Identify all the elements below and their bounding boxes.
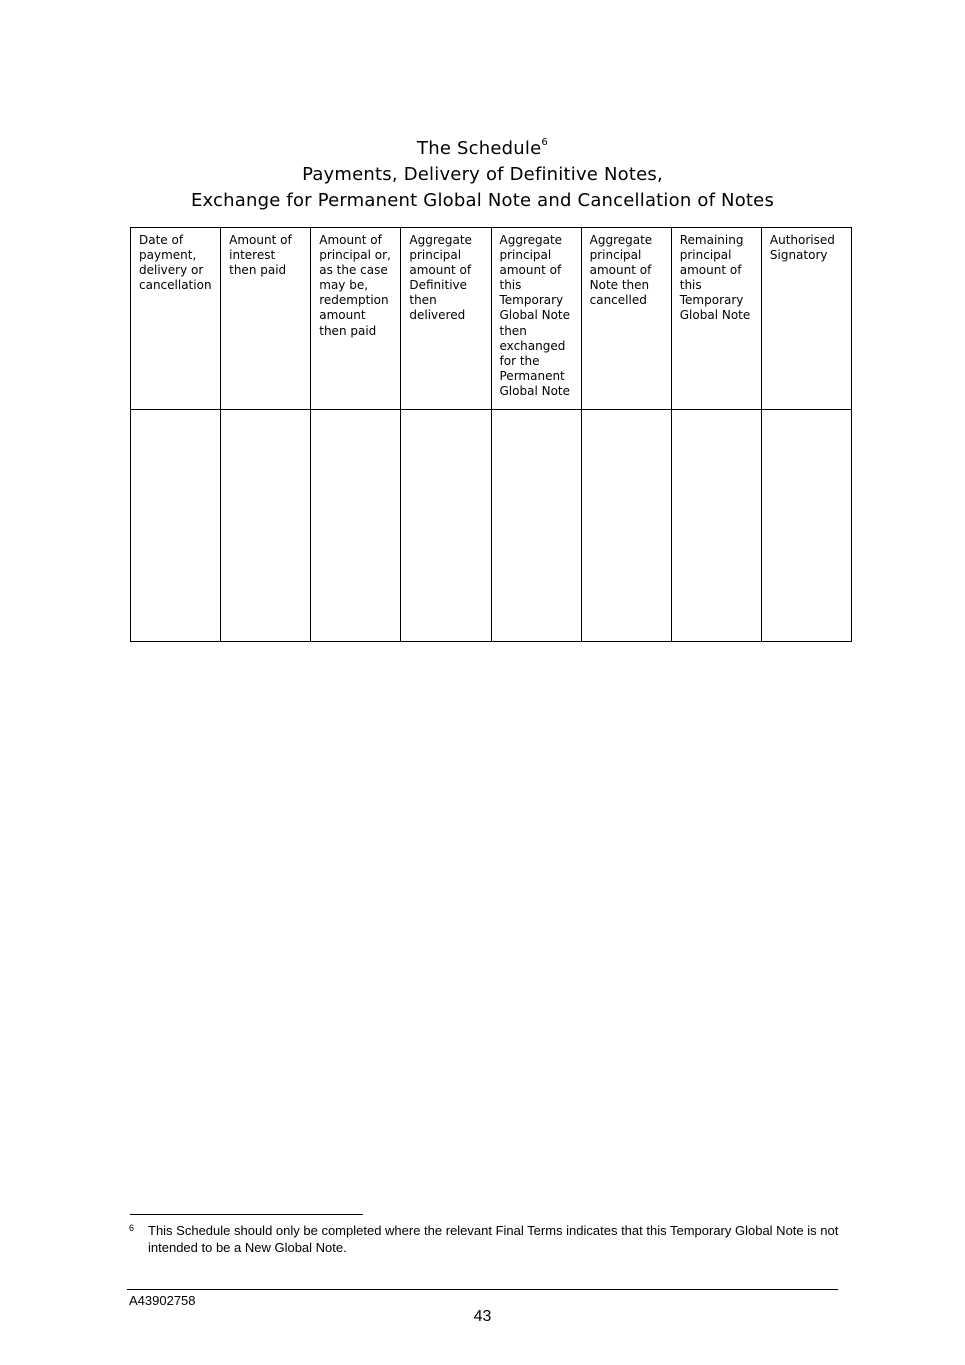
header-interest: Amount of interest then paid (221, 228, 311, 410)
footnote-marker: 6 (129, 1223, 135, 1233)
document-id: A43902758 (129, 1293, 196, 1308)
footer-divider (127, 1289, 838, 1290)
header-date: Date of payment, delivery or cancellation (131, 228, 221, 410)
table-cell (221, 410, 311, 642)
table-cell (761, 410, 851, 642)
footnote-reference: 6 (541, 137, 548, 148)
schedule-subtitle-line-1: Payments, Delivery of Definitive Notes, (302, 164, 663, 185)
table-row (131, 410, 852, 642)
header-cancelled: Aggregate principal amount of Note then cancelled (581, 228, 671, 410)
schedule-title: The Schedule$^6$ (417, 137, 548, 159)
page-number: 43 (473, 1308, 492, 1325)
header-definitive-delivered: Aggregate principal amount of Definitive then delivered (401, 228, 491, 410)
table-cell (401, 410, 491, 642)
header-signatory: Authorised Signatory (761, 228, 851, 410)
schedule-subtitle-line-2: Exchange for Permanent Global Note and Cancellation of Notes (190, 190, 775, 211)
footnote-divider (130, 1214, 363, 1215)
table-cell (311, 410, 401, 642)
table-cell (671, 410, 761, 642)
header-exchanged: Aggregate principal amount of this Temporary Global Note then exchanged for the Permanent Global Note (491, 228, 581, 410)
footnote-text: This Schedule should only be completed where the relevant Final Terms indicates that this Temporary Global Note is not intended to be a New Global Note. (148, 1223, 839, 1255)
schedule-table (130, 227, 852, 642)
header-principal-paid: Amount of principal or, as the case may be, redemption amount then paid (311, 228, 401, 410)
table-cell (581, 410, 671, 642)
table-cell (131, 410, 221, 642)
table-header-row (131, 228, 852, 410)
table-cell (491, 410, 581, 642)
header-remaining: Remaining principal amount of this Temporary Global Note (671, 228, 761, 410)
